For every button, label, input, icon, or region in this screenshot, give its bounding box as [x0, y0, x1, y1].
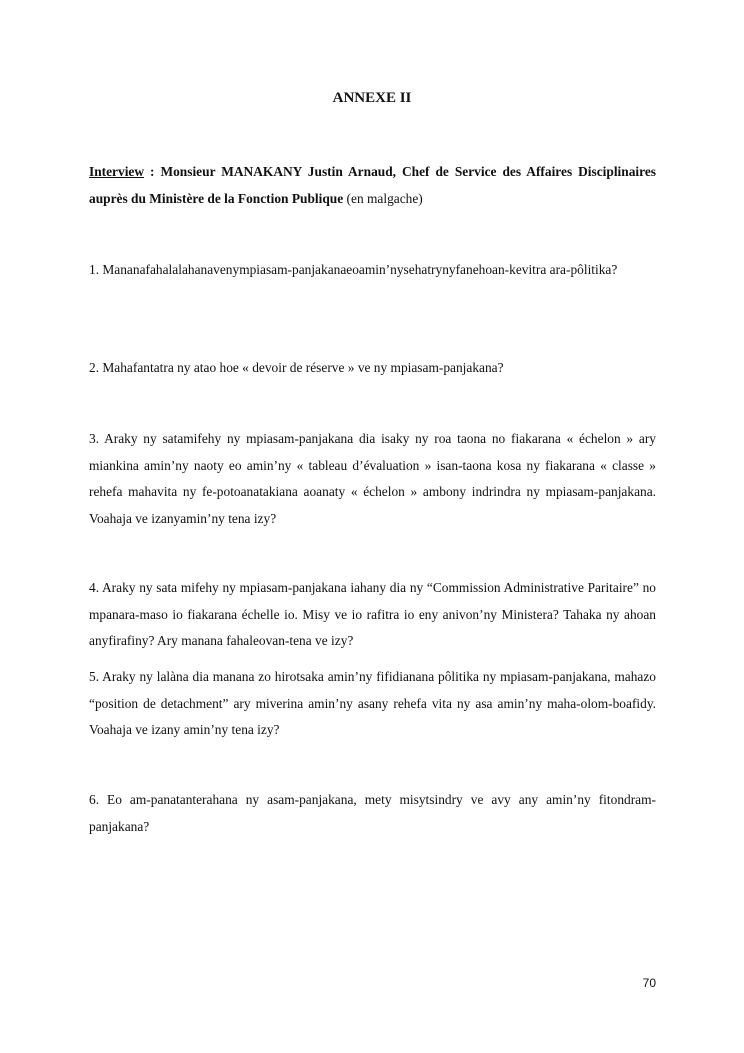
- question-6: 6. Eo am-panatanterahana ny asam-panjakana, mety misytsindry ve avy any amin’ny fitondram-panjakana?: [89, 792, 656, 834]
- interview-intro: [89, 159, 656, 212]
- question-4: 4. Araky ny sata mifehy ny mpiasam-panjakana iahany dia ny “Commission Administrative Paritaire” no mpanara-maso io fiakarana échelle io. Misy ve io rafitra io eny anivon’ny Ministera? Tahaka ny ahoan anyfirafiny? Ary manana fahaleovan-tena ve izy?: [89, 580, 656, 648]
- page-number: 70: [642, 976, 656, 990]
- interviewee-description: Monsieur MANAKANY Justin Arnaud, Chef de Service des Affaires Disciplinaires auprès du Ministère de la Fonction Publique: [89, 164, 657, 206]
- language-note: (en malgache): [343, 190, 423, 206]
- interview-label: Interview: [89, 164, 145, 179]
- page-title: ANNEXE II: [332, 90, 412, 106]
- interview-colon: :: [144, 164, 161, 179]
- question-5: 5. Araky ny lalàna dia manana zo hirotsaka amin’ny fifidianana pôlitika ny mpiasam-panjakana, mahazo “position de detachment” ary miverina amin’ny asany rehefa vita ny asa amin’ny maha-olom-boafidy. Voahaja ve izany amin’ny tena izy?: [89, 669, 656, 737]
- question-1: 1. Mananafahalalahanavenympiasam-panjakanaeoamin’nysehatrynyfanehoan-kevitra ara-pôlitika?: [89, 262, 618, 277]
- question-2: 2. Mahafantatra ny atao hoe « devoir de réserve » ve ny mpiasam-panjakana?: [89, 360, 504, 375]
- question-3: 3. Araky ny satamifehy ny mpiasam-panjakana dia isaky ny roa taona no fiakarana « échelon » ary miankina amin’ny naoty eo amin’ny « tableau d’évaluation » isan-taona kosa ny fiakarana « classe » rehefa mahavita ny fe-potoanatakiana aoanaty « échelon » ambony indrindra ny mpiasam-panjakana. Voahaja ve izanyamin’ny tena izy?: [89, 431, 656, 526]
